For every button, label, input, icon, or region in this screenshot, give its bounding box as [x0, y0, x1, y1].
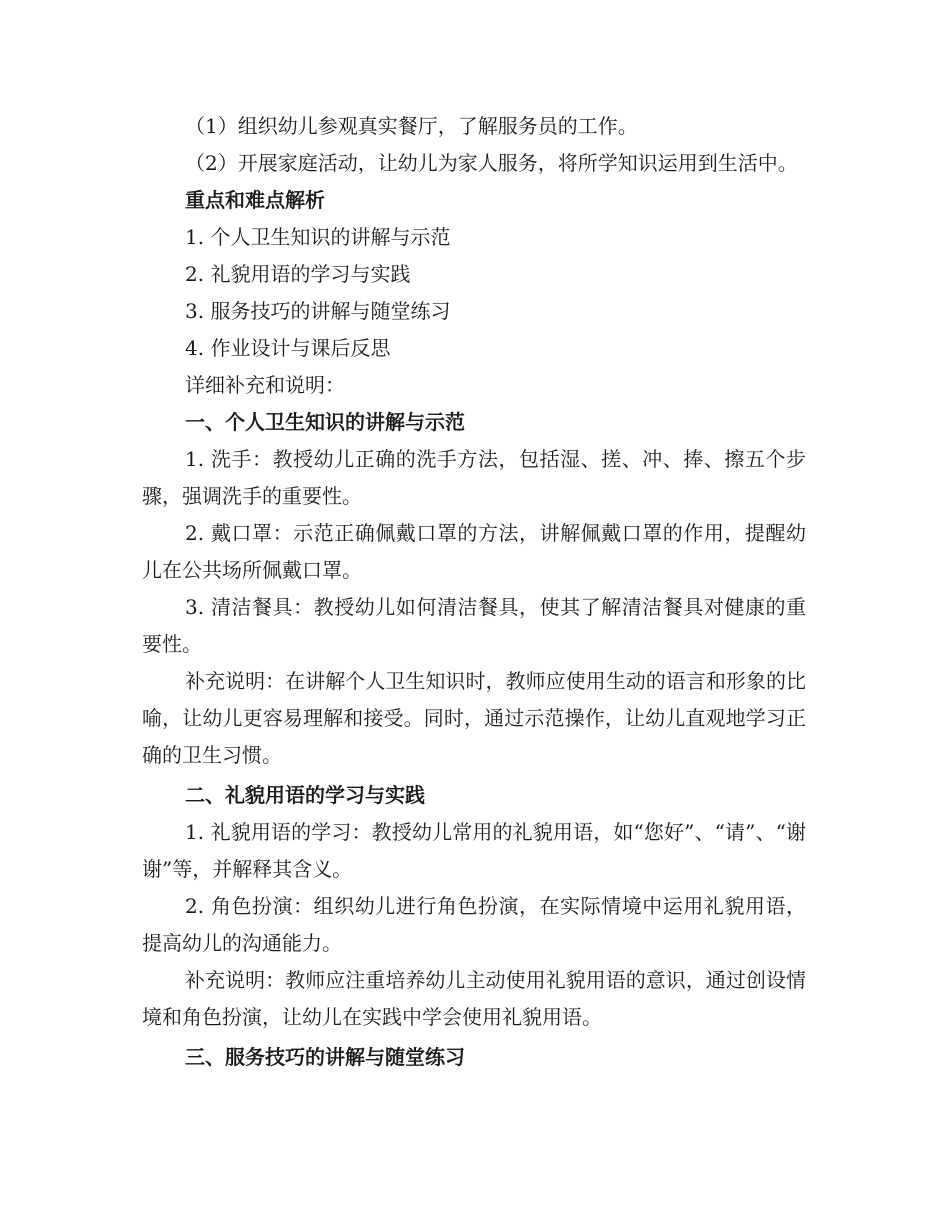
key-point-item-1: 1. 个人卫生知识的讲解与示范	[185, 225, 451, 249]
polite-item-roleplay: 2. 角色扮演：组织幼儿进行角色扮演，在实际情境中运用礼貌用语，提高幼儿的沟通能力。	[142, 894, 806, 955]
activity-item-family: （2）开展家庭活动，让幼儿为家人服务，将所学知识运用到生活中。	[185, 151, 798, 175]
document-body	[142, 108, 806, 1076]
polite-item-learning: 1. 礼貌用语的学习：教授幼儿常用的礼貌用语，如“您好”、“请”、“谢谢”等，并解释其含义。	[142, 820, 806, 881]
section-heading-service-skills: 三、服务技巧的讲解与随堂练习	[185, 1045, 465, 1069]
key-point-item-2: 2. 礼貌用语的学习与实践	[185, 262, 411, 286]
heading-key-points: 重点和难点解析	[185, 188, 325, 212]
key-point-item-3: 3. 服务技巧的讲解与随堂练习	[185, 299, 451, 323]
section-heading-polite-language: 二、礼貌用语的学习与实践	[185, 783, 425, 807]
hygiene-item-handwashing: 1. 洗手：教授幼儿正确的洗手方法，包括湿、搓、冲、捧、擦五个步骤，强调洗手的重要性。	[142, 447, 806, 508]
polite-supplement-note: 补充说明：教师应注重培养幼儿主动使用礼貌用语的意识，通过创设情境和角色扮演，让幼儿在实践中学会使用礼貌用语。	[142, 968, 806, 1029]
hygiene-supplement-note: 补充说明：在讲解个人卫生知识时，教师应使用生动的语言和形象的比喻，让幼儿更容易理解和接受。同时，通过示范操作，让幼儿直观地学习正确的卫生习惯。	[142, 669, 806, 767]
detail-intro: 详细补充和说明：	[185, 373, 345, 397]
hygiene-item-mask: 2. 戴口罩：示范正确佩戴口罩的方法，讲解佩戴口罩的作用，提醒幼儿在公共场所佩戴口罩。	[142, 521, 806, 582]
section-heading-hygiene: 一、个人卫生知识的讲解与示范	[185, 410, 465, 434]
key-point-item-4: 4. 作业设计与课后反思	[185, 336, 391, 360]
hygiene-item-tableware: 3. 清洁餐具：教授幼儿如何清洁餐具，使其了解清洁餐具对健康的重要性。	[142, 595, 806, 656]
activity-item-visit: （1）组织幼儿参观真实餐厅，了解服务员的工作。	[185, 114, 638, 138]
